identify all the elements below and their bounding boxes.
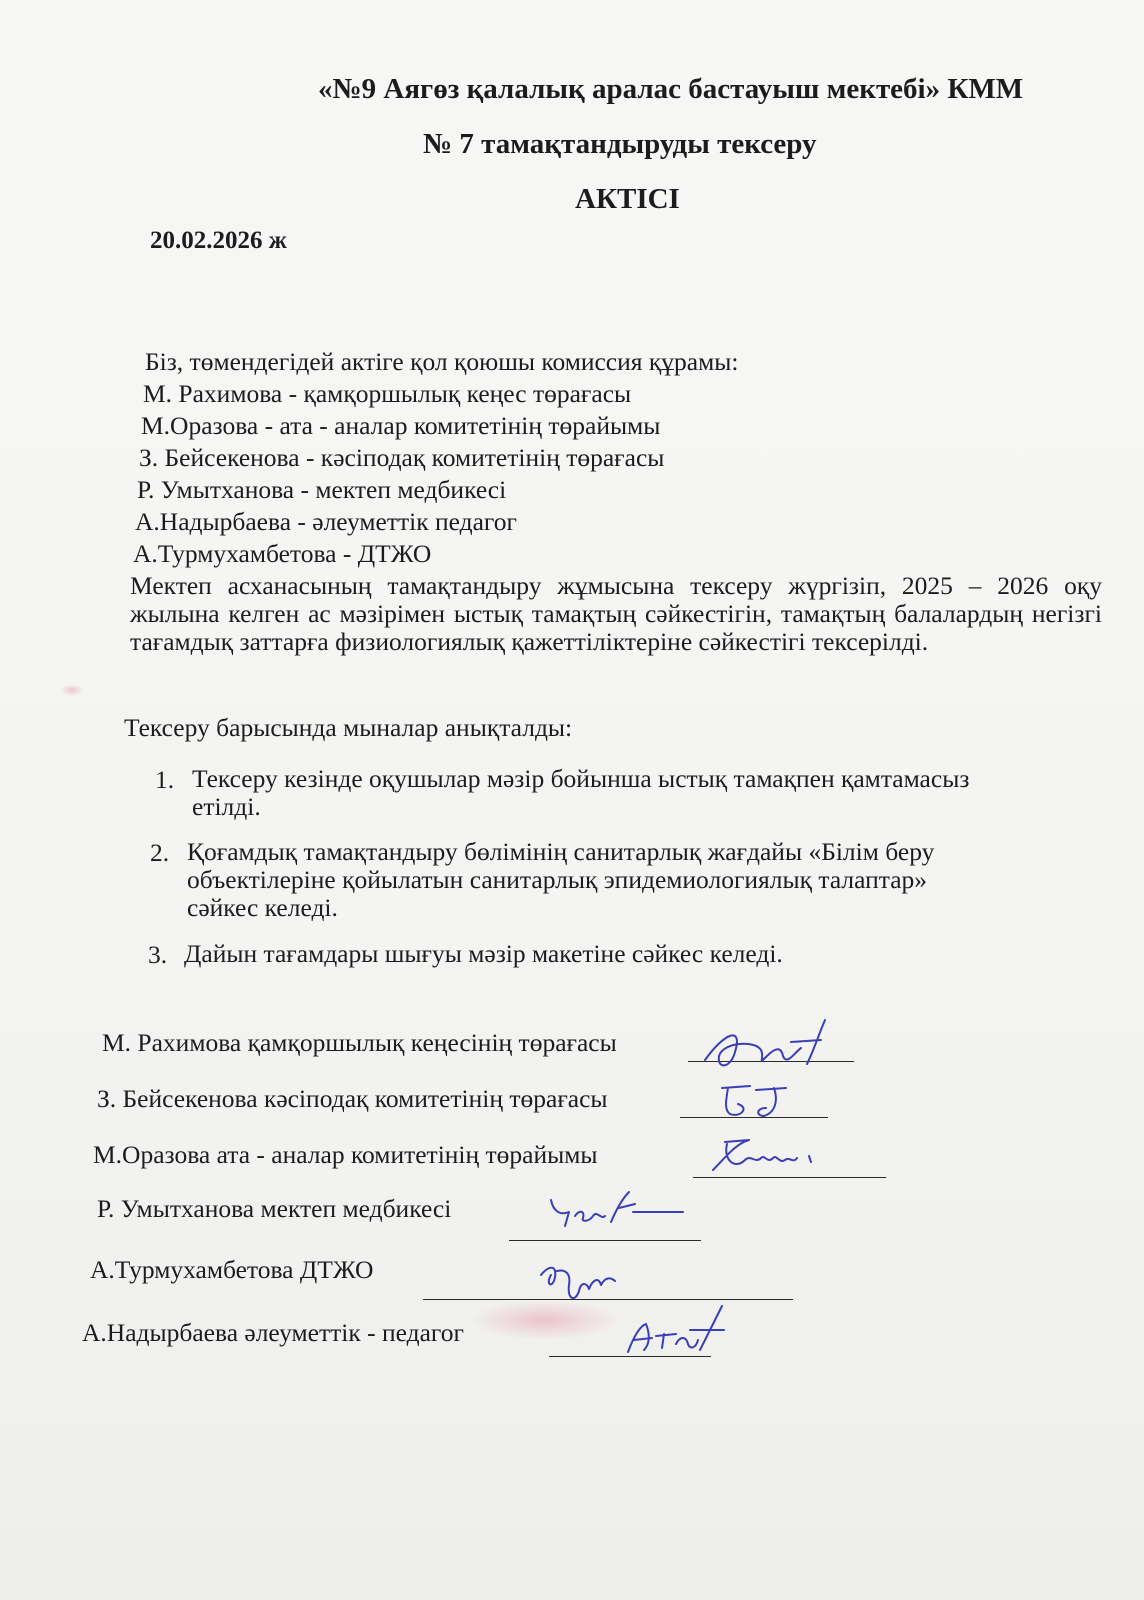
ink-stain (470, 1300, 620, 1340)
signature-rakhimova (695, 1012, 855, 1082)
commission-member: М. Рахимова - қамқоршылық кеңес төрағасы (143, 379, 632, 408)
finding-number: 1. (155, 765, 175, 794)
finding-number: 2. (150, 838, 170, 867)
doc-type-title: АКТІСІ (575, 183, 680, 215)
signature-label: Р. Умытханова мектеп медбикесі (97, 1194, 452, 1223)
finding-number: 3. (148, 940, 168, 969)
signature-label: А.Турмухамбетова ДТЖО (90, 1255, 374, 1284)
signature-label: А.Надырбаева әлеуметтік - педагог (82, 1318, 464, 1347)
commission-member: Р. Умытханова - мектеп медбикесі (137, 475, 507, 504)
signature-beisekenova (716, 1078, 806, 1123)
signature-label: З. Бейсекенова кәсіподақ комитетінің төрағасы (97, 1084, 608, 1113)
signature-label: М.Оразова ата - аналар комитетінің төрайымы (93, 1140, 598, 1169)
commission-member: З. Бейсекенова - кәсіподақ комитетінің төрағасы (139, 443, 665, 472)
commission-member: А.Турмухамбетова - ДТЖО (133, 539, 432, 568)
finding-item: Қоғамдық тамақтандыру бөлімінің санитарлық жағдайы «Білім беру объектілеріне қойылатын санитарлық эпидемиологиялық талаптар» сәйкес келеді. (187, 837, 935, 922)
signature-nadyrbaeva (620, 1300, 730, 1362)
signature-umytkhanova (545, 1186, 705, 1236)
inspection-paragraph: Мектеп асханасының тамақтандыру жұмысына тексеру жүргізіп, 2025 – 2026 оқу жылына келген ас мәзірімен ыстық тамақтың сәйкестігін, тамақтың балалардың негізгі тағамдық заттарға физиологиялық қажеттіліктеріне сәйкестігі тексерілді. (130, 571, 1102, 656)
org-title: «№9 Аягөз қалалық аралас бастауыш мектебі» КММ (318, 73, 1024, 105)
act-date: 20.02.2026 ж (150, 227, 287, 254)
subject-title: № 7 тамақтандыруды тексеру (423, 128, 817, 160)
signature-label: М. Рахимова қамқоршылық кеңесінің төрағасы (102, 1028, 617, 1057)
commission-member: А.Надырбаева - әлеуметтік педагог (135, 507, 517, 536)
ink-stain (60, 684, 84, 696)
commission-member: М.Оразова - ата - аналар комитетінің төрайымы (141, 411, 661, 440)
signature-line (509, 1240, 701, 1241)
finding-item: Дайын тағамдары шығуы мәзір макетіне сәйкес келеді. (184, 939, 783, 968)
commission-intro: Біз, төмендегідей актіге қол қоюшы комиссия құрамы: (145, 347, 739, 376)
finding-item: Тексеру кезінде оқушылар мәзір бойынша ыстық тамақпен қамтамасыз етілді. (192, 764, 970, 821)
findings-intro: Тексеру барысында мыналар анықталды: (124, 713, 573, 742)
signature-orazova (705, 1130, 835, 1180)
